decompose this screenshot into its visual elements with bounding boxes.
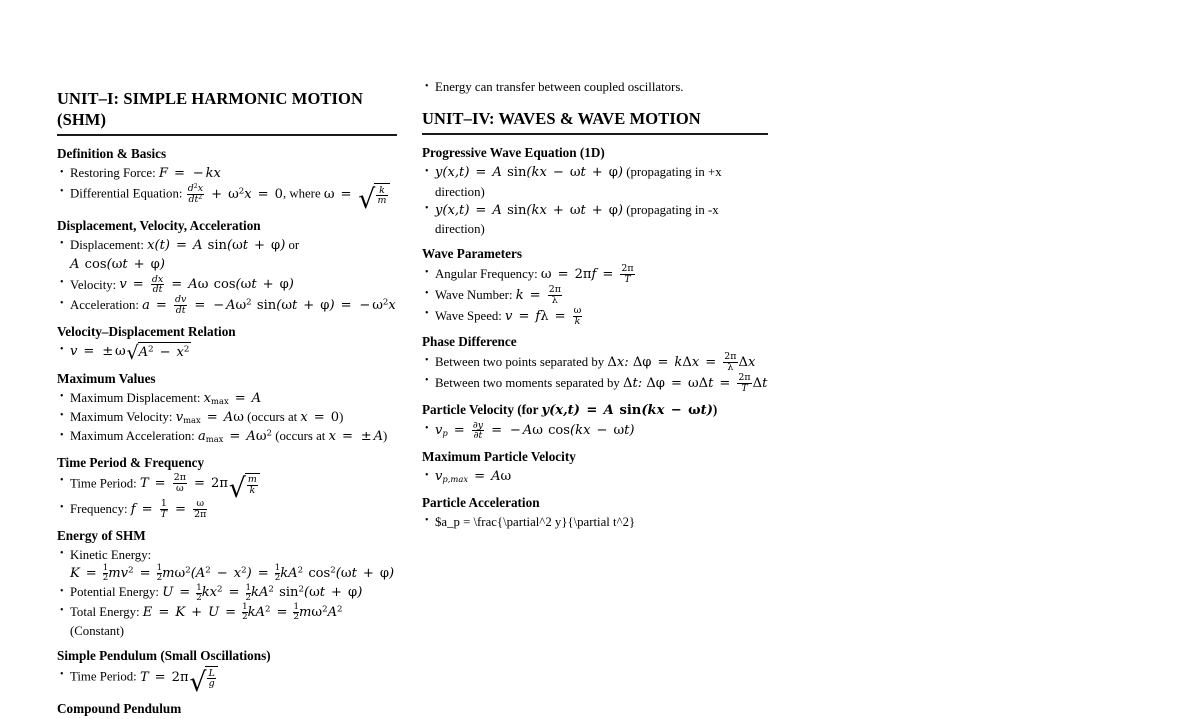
item-formula: y(x,t) = A sin(kx + ωt + φ)	[435, 202, 624, 218]
item-formula: k = $\frac{2\pi}{\lambda}$	[515, 284, 561, 306]
section-heading-maximum-particle-velocity: Maximum Particle Velocity	[422, 449, 576, 465]
list-definition-basics	[57, 164, 397, 215]
section-heading-phase-difference: Phase Difference	[422, 334, 517, 350]
list-orphan-bullet	[422, 78, 768, 96]
list-item	[57, 342, 397, 363]
list-item	[422, 201, 768, 239]
list-item	[57, 666, 397, 698]
section-heading-maximum-values: Maximum Values	[57, 370, 156, 386]
heading-suffix: )	[712, 401, 718, 417]
item-label: Kinetic Energy:	[70, 547, 152, 562]
item-note: (propagating in +x direction)	[435, 165, 722, 199]
left-unit-title-line1: UNIT–I: SIMPLE HARMONIC MOTION	[57, 89, 363, 108]
list-item	[422, 163, 768, 201]
section-heading-particle-velocity	[422, 401, 768, 419]
item-formula: $v_p$ = $\frac{\partial y}{\partial t}$ = − Aω cos(kx − ωt)	[435, 419, 635, 442]
item-formula: U = $\frac{1}{2}$ $kx^2$ = $\frac{1}{2}$ $kA^2$ $\sin^2(\omega t + \varphi)$	[162, 582, 363, 603]
list-item	[57, 583, 397, 602]
list-particle-velocity	[422, 421, 768, 442]
list-item	[57, 546, 397, 584]
list-particle-acceleration	[422, 513, 768, 531]
item-label: Maximum Velocity:	[70, 409, 173, 424]
item-formula: K = $\frac{1}{2}$ $mv^2$ = $\frac{1}{2}$ $m\omega^2(A^2 - x^2)$ = $\frac{1}{2}$ $kA^2$ $\cos^2(\omega t + \varphi)$	[70, 563, 395, 584]
item-note: (propagating in -x direction)	[435, 202, 719, 237]
item-label: Frequency:	[70, 502, 128, 517]
list-item	[57, 603, 397, 641]
section-heading-particle-acceleration: Particle Acceleration	[422, 494, 540, 510]
item-formula: $a_{max} = A\omega^2$	[197, 428, 273, 445]
section-heading-time-period-frequency: Time Period & Frequency	[57, 454, 205, 470]
list-item	[422, 352, 768, 373]
item-note: (Constant)	[70, 624, 125, 639]
item-formula: $x_{max} = A$	[203, 390, 262, 406]
item-label: Velocity:	[70, 277, 117, 292]
left-unit-title	[57, 88, 397, 130]
item-formula: x(t) = A sin(ωt + φ)	[147, 237, 286, 253]
item-formula: Δx: Δφ = kΔx = $\frac{2\pi}{\lambda}$ Δx	[607, 351, 756, 374]
list-phase-difference	[422, 352, 768, 393]
item-label: Time Period:	[70, 669, 137, 684]
left-column	[57, 0, 397, 719]
item-formula-2: A cos(ωt + φ)	[70, 257, 165, 273]
list-item	[57, 275, 397, 296]
item-formula: T = 2π√ $\frac{L}{g}$	[140, 670, 219, 685]
list-energy-of-shm	[57, 546, 397, 640]
list-maximum-values	[57, 389, 397, 447]
item-label: Total Energy:	[70, 604, 140, 619]
list-displacement-velocity-acceleration	[57, 236, 397, 316]
item-label: Differential Equation:	[70, 186, 183, 201]
item-note: (occurs at x = ± A)	[275, 429, 388, 445]
section-heading-compound-pendulum: Compound Pendulum	[57, 701, 182, 717]
list-item	[57, 472, 397, 504]
list-item	[57, 295, 397, 316]
list-simple-pendulum	[57, 666, 397, 698]
item-formula: T = $\frac{2\pi}{\omega}$ = 2π√ $\frac{m}{k}$	[140, 476, 261, 491]
heading-prefix: Particle Velocity (for	[422, 401, 542, 417]
item-label: Wave Number:	[435, 287, 513, 302]
list-maximum-particle-velocity	[422, 467, 768, 486]
item-label: Maximum Acceleration:	[70, 429, 195, 444]
item-label: Potential Energy:	[70, 585, 159, 600]
list-item	[57, 408, 397, 427]
left-unit-title-line2: (SHM)	[57, 110, 107, 129]
section-heading-energy-of-shm: Energy of SHM	[57, 527, 146, 543]
item-formula: ω = 2πf = $\frac{2\pi}{T}$	[540, 263, 634, 286]
item-label: Between two points separated by	[435, 355, 605, 370]
heading-math: y(x,t) = A sin(kx − ωt)	[541, 402, 713, 418]
item-label: Displacement:	[70, 237, 144, 252]
list-item	[57, 499, 397, 520]
item-note: (occurs at x = 0)	[247, 409, 344, 425]
item-formula: $v_{p,max} = A\omega$	[435, 469, 512, 485]
item-label: Acceleration:	[70, 298, 139, 313]
list-item: • Energy can transfer between coupled oscillators.	[422, 78, 768, 96]
item-label: Angular Frequency:	[435, 267, 538, 282]
list-item	[422, 467, 768, 486]
item-formula: a = $\frac{dv}{dt}$ = − $A\omega^2$ sin(ωt + φ) = − $\omega^2x$	[142, 294, 396, 317]
list-item-raw-latex: • $a_p = \frac{\partial^2 y}{\partial t^2}	[422, 513, 768, 531]
item-label: Wave Speed:	[435, 308, 502, 323]
item-suffix: , where	[282, 186, 321, 201]
list-item	[57, 236, 397, 275]
section-heading-wave-parameters: Wave Parameters	[422, 246, 522, 262]
item-conjunction: or	[288, 237, 300, 252]
right-unit-title: UNIT–IV: WAVES & WAVE MOTION	[422, 109, 701, 129]
item-label: Maximum Displacement:	[70, 390, 201, 405]
item-formula: y(x,t) = A sin(kx − ωt + φ)	[435, 165, 624, 181]
left-unit-divider	[57, 134, 397, 136]
list-item	[57, 182, 397, 215]
section-heading-displacement-velocity-acceleration: Displacement, Velocity, Acceleration	[57, 217, 261, 233]
item-formula: F = − kx	[158, 166, 221, 181]
list-velocity-displacement-relation	[57, 342, 397, 363]
item-formula: $v_{max} = A\omega$	[175, 409, 244, 426]
item-formula-2: ω = √ $\frac{k}{m}$	[324, 187, 390, 202]
list-item	[422, 421, 768, 442]
item-formula: v = ± $\omega√A^2 - x^2$	[70, 342, 190, 365]
list-item	[422, 373, 768, 394]
list-item	[422, 306, 768, 327]
item-label: Between two moments separated by	[435, 375, 620, 390]
list-item	[422, 285, 768, 306]
right-unit-divider	[422, 133, 768, 135]
item-formula: E = K + U = $\frac{1}{2}$ $kA^2$ = $\frac{1}{2}$ $m\omega^2A^2$	[142, 602, 343, 622]
list-item	[57, 389, 397, 408]
item-formula: f = $\frac{1}{T}$ = $\frac{\omega}{2\pi}$	[130, 498, 207, 521]
item-label: Restoring Force:	[70, 166, 156, 180]
list-item	[57, 164, 397, 183]
list-item	[57, 427, 397, 446]
item-label: Time Period:	[70, 476, 137, 491]
item-formula: v = $\frac{dx}{dt}$ = Aω cos(ωt + φ)	[119, 273, 294, 296]
section-heading-velocity-displacement-relation: Velocity–Displacement Relation	[57, 323, 236, 339]
section-heading-progressive-wave-equation: Progressive Wave Equation (1D)	[422, 145, 605, 161]
item-formula: $\frac{d^2x}{dt^2}$ + $\omega^2x = 0$	[187, 182, 283, 205]
right-column	[422, 0, 768, 533]
item-formula: Δt: Δφ = ωΔt = $\frac{2\pi}{T}$ Δt	[623, 371, 768, 394]
section-heading-definition-basics: Definition & Basics	[57, 146, 167, 161]
item-formula: v = fλ = $\frac{\omega}{k}$	[505, 304, 582, 327]
list-progressive-wave-equation	[422, 163, 768, 238]
list-time-period-frequency	[57, 473, 397, 520]
list-item	[422, 264, 768, 285]
list-wave-parameters	[422, 264, 768, 326]
section-heading-simple-pendulum: Simple Pendulum (Small Oscillations)	[57, 648, 271, 664]
